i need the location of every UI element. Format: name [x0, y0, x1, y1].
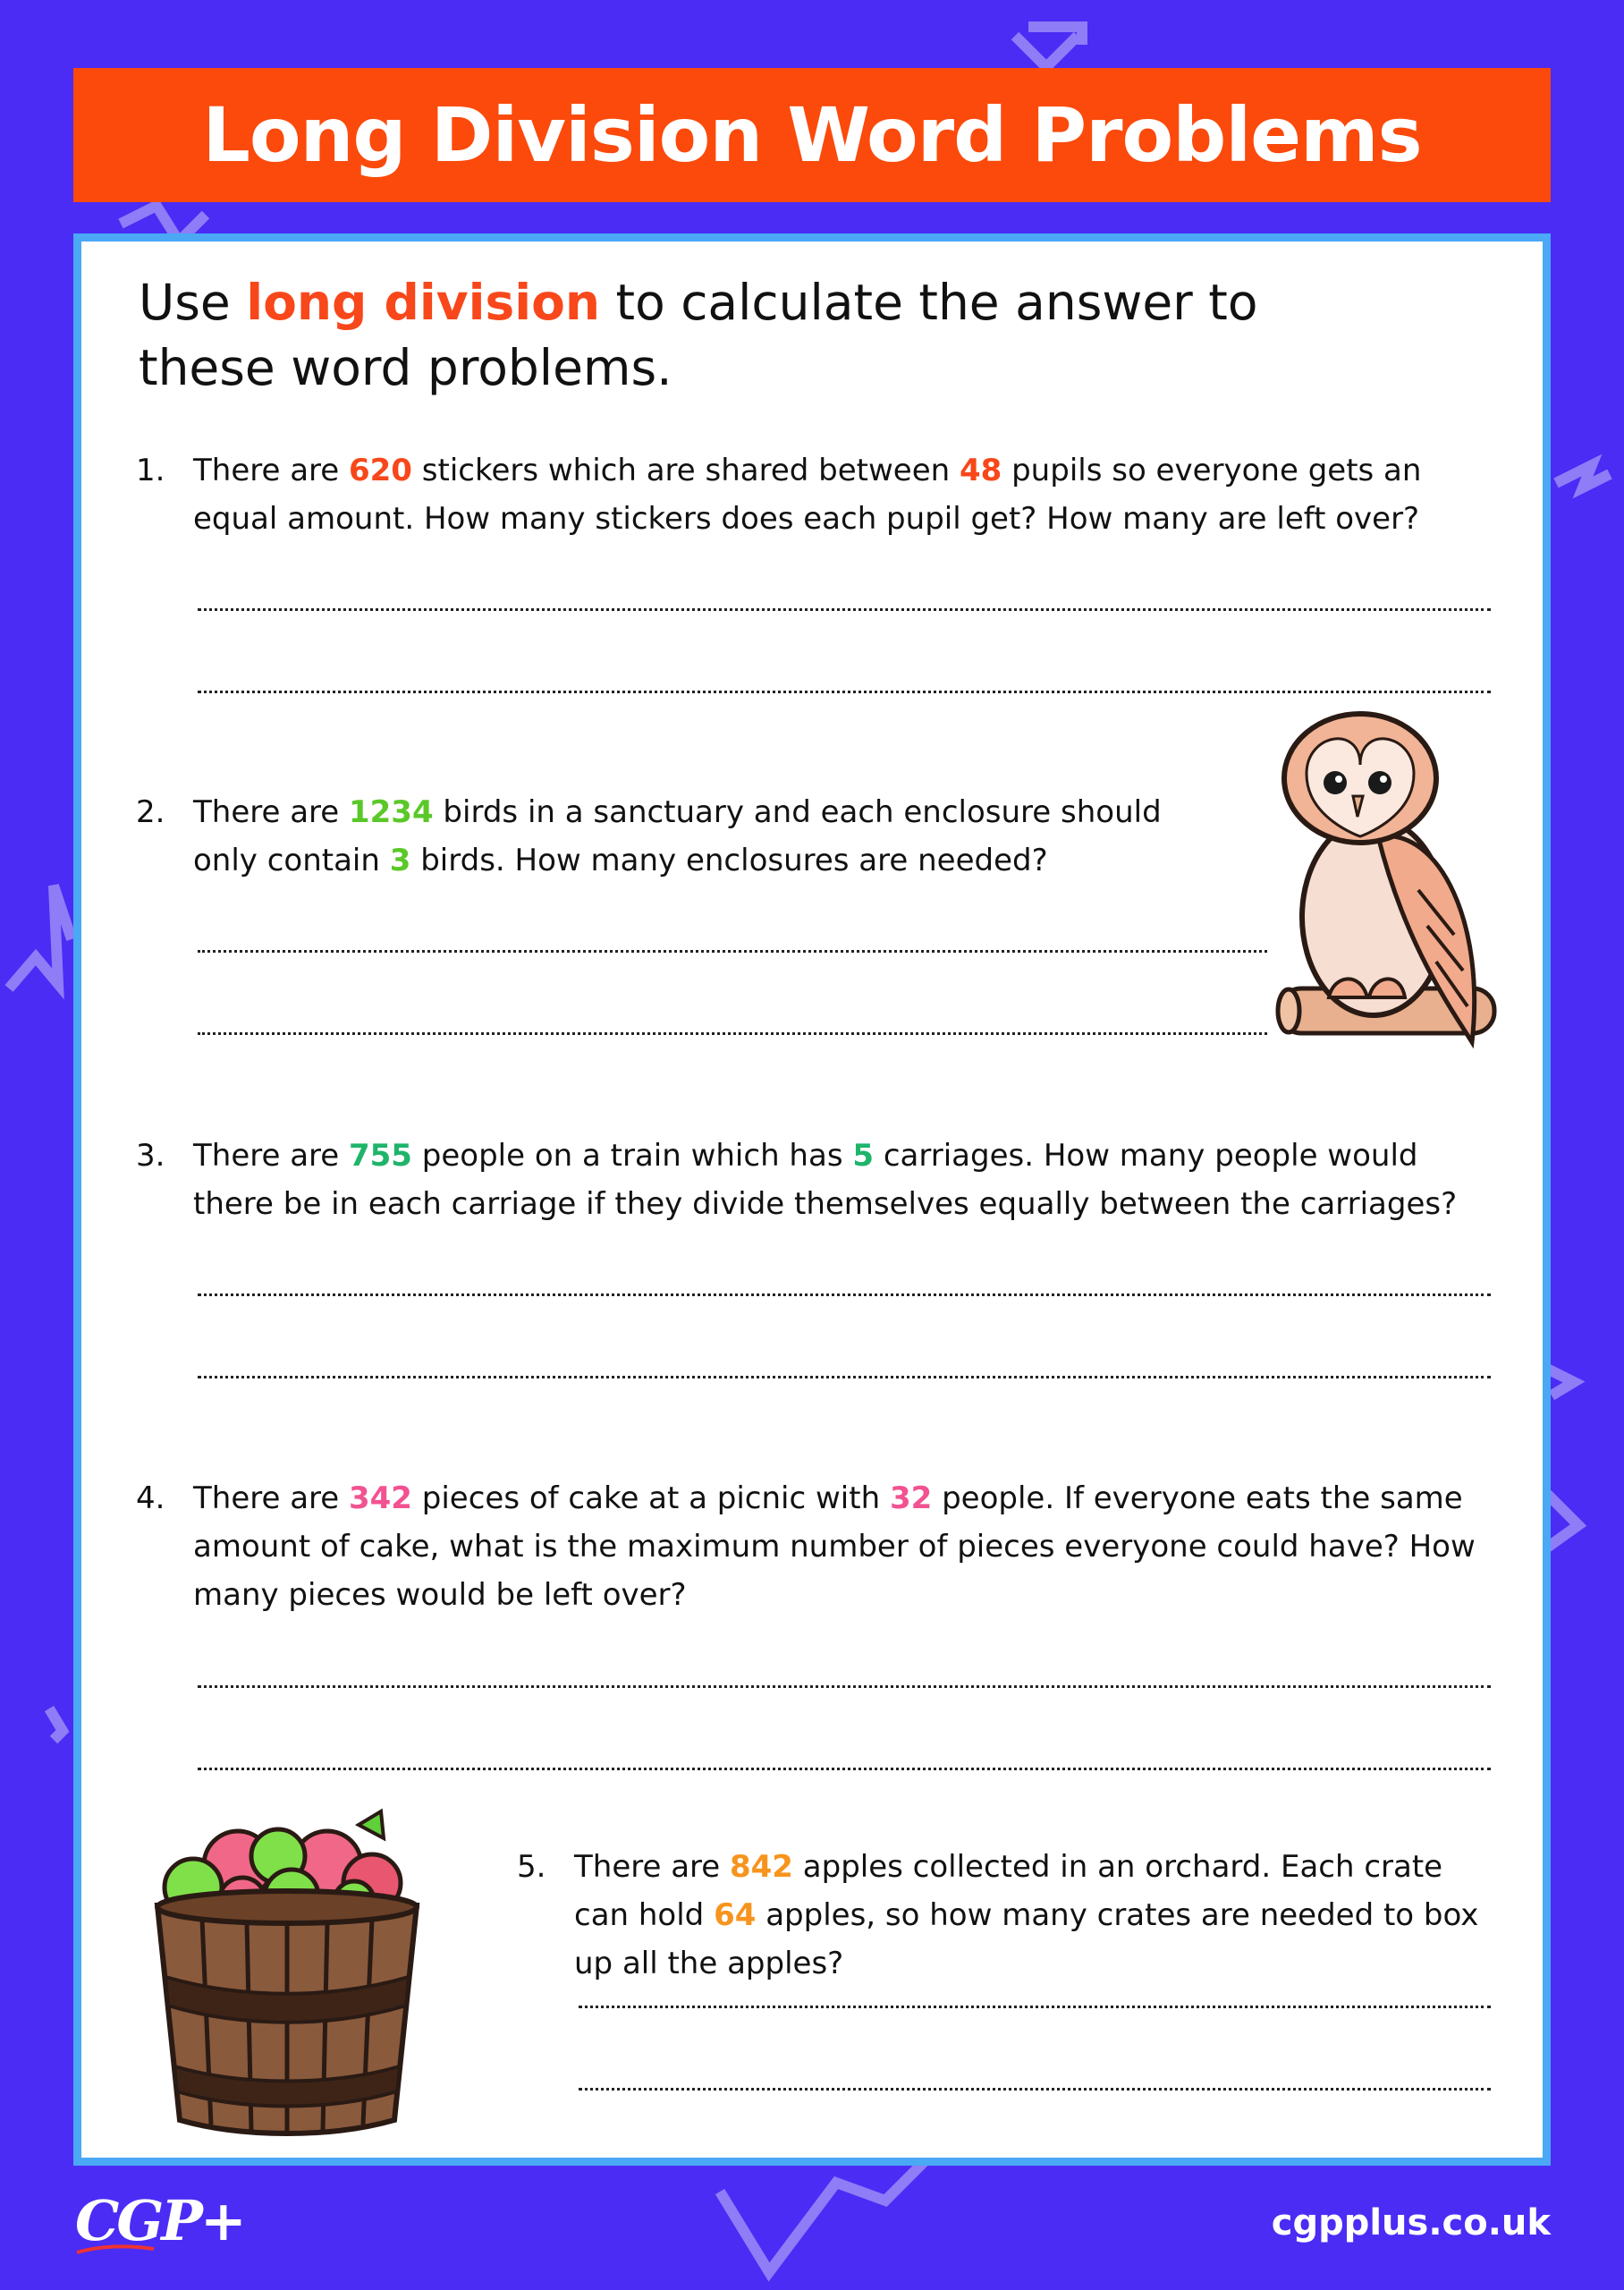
apple-basket-illustration	[153, 1807, 421, 2138]
answer-line[interactable]	[579, 2088, 1491, 2091]
intro-text: Use	[139, 274, 247, 331]
title-banner	[73, 68, 1551, 202]
page-title: Long Division Word Problems	[202, 91, 1422, 179]
question-text: There are	[193, 794, 349, 830]
question-number-highlight: 64	[714, 1897, 757, 1933]
question-4	[136, 1474, 1490, 1619]
logo-swoosh-icon	[75, 2243, 156, 2256]
answer-line[interactable]	[198, 950, 1267, 953]
question-number-highlight: 32	[889, 1480, 933, 1516]
instructions	[139, 270, 1408, 401]
question-text: There are	[193, 1480, 349, 1516]
question-number-highlight: 755	[348, 1138, 412, 1174]
question-text: There are	[193, 1138, 349, 1174]
question-number: 4.	[136, 1480, 165, 1516]
question-text: pieces of cake at a picnic with	[411, 1480, 890, 1516]
question-text: people on a train which has	[411, 1138, 853, 1174]
question-text: apples collected in an orchard. Each crate can hold	[574, 1849, 1443, 1933]
question-number-highlight: 842	[729, 1849, 793, 1885]
answer-line[interactable]	[198, 1768, 1491, 1770]
question-3	[136, 1132, 1490, 1228]
question-number: 3.	[136, 1138, 165, 1174]
question-number-highlight: 1234	[348, 794, 434, 830]
question-text: birds in a sanctuary and each enclosure should only contain	[193, 794, 1162, 878]
answer-line[interactable]	[198, 608, 1491, 611]
question-text: pupils so everyone gets an equal amount. How many stickers does each pupil get? How many are left over?	[193, 453, 1422, 537]
question-number: 1.	[136, 453, 165, 488]
question-number: 5.	[517, 1849, 546, 1885]
question-text: stickers which are shared between	[411, 453, 960, 488]
answer-line[interactable]	[198, 1032, 1267, 1035]
answer-line[interactable]	[198, 1685, 1491, 1688]
question-number-highlight: 5	[852, 1138, 875, 1174]
question-text: people. If everyone eats the same amount of cake, what is the maximum number of pieces everyone could have? How many pieces would be left over?	[193, 1480, 1476, 1613]
question-number-highlight: 48	[959, 453, 1002, 488]
answer-line[interactable]	[198, 691, 1491, 693]
answer-line[interactable]	[579, 2006, 1491, 2008]
cgp-logo: CGP+	[75, 2188, 244, 2253]
question-number: 2.	[136, 794, 165, 830]
question-text: birds. How many enclosures are needed?	[410, 843, 1048, 878]
question-text: carriages. How many people would there be in each carriage if they divide themselves equally between the carriages?	[193, 1138, 1458, 1222]
intro-text-end: to calculate the answer to these word problems.	[139, 274, 1258, 396]
answer-line[interactable]	[198, 1293, 1491, 1296]
intro-highlight: long division	[246, 274, 601, 331]
question-number-highlight: 342	[348, 1480, 412, 1516]
question-text: apples, so how many crates are needed to box up all the apples?	[574, 1897, 1479, 1981]
question-number-highlight: 3	[389, 843, 411, 878]
question-text: There are	[574, 1849, 730, 1885]
question-text: There are	[193, 453, 349, 488]
question-2	[136, 788, 1222, 885]
question-1	[136, 446, 1472, 543]
question-number-highlight: 620	[348, 453, 412, 488]
question-5	[517, 1843, 1495, 1988]
worksheet-panel	[73, 233, 1551, 2166]
website-link[interactable]: cgpplus.co.uk	[1271, 2202, 1551, 2243]
owl-illustration	[1271, 711, 1503, 1060]
answer-line[interactable]	[198, 1376, 1491, 1378]
